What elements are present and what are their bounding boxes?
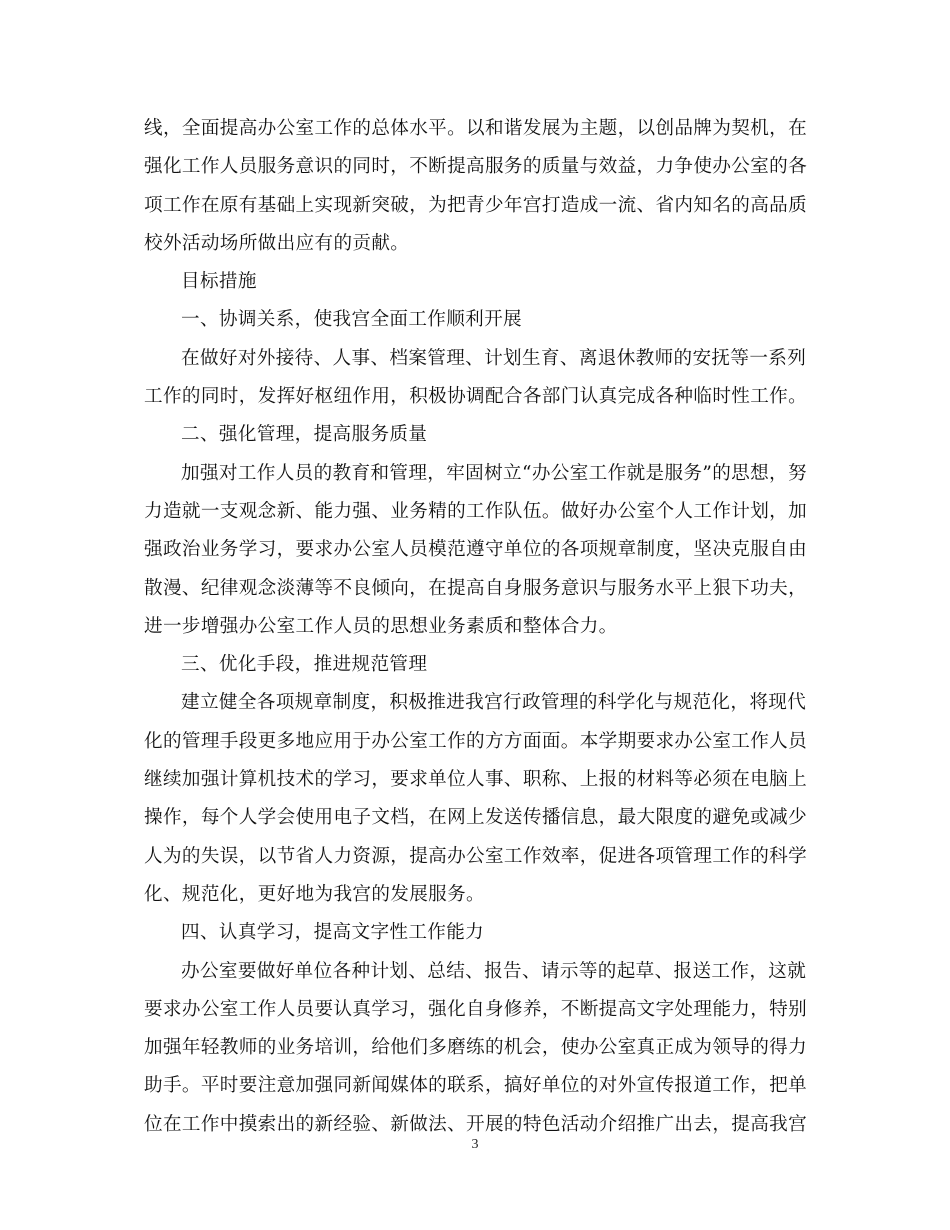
- text-line: 化的管理手段更多地应用于办公室工作的方方面面。本学期要求办公室工作人员: [144, 730, 808, 752]
- document-body: [144, 110, 814, 1144]
- text-line: 散漫、纪律观念淡薄等不良倾向，在提高自身服务意识与服务水平上狠下功夫，: [144, 577, 808, 599]
- text-line: 进一步增强办公室工作人员的思想业务素质和整体合力。: [144, 615, 618, 637]
- text-line: 加强对工作人员的教育和管理，牢固树立“办公室工作就是服务”的思想，努: [181, 462, 807, 484]
- text-line: 目标措施: [181, 271, 257, 293]
- text-line: 操作，每个人学会使用电子文档，在网上发送传播信息，最大限度的避免或减少: [144, 807, 808, 829]
- text-line: 工作的同时，发挥好枢纽作用，积极协调配合各部门认真完成各种临时性工作。: [144, 386, 808, 408]
- text-line: 二、强化管理，提高服务质量: [181, 424, 428, 446]
- text-line: 化、规范化，更好地为我宫的发展服务。: [144, 883, 485, 905]
- text-line: 助手。平时要注意加强同新闻媒体的联系，搞好单位的对外宣传报道工作，把单: [144, 1075, 808, 1097]
- text-line: 办公室要做好单位各种计划、总结、报告、请示等的起草、报送工作，这就: [181, 960, 807, 982]
- text-line: 四、认真学习，提高文字性工作能力: [181, 922, 485, 944]
- text-line: 要求办公室工作人员要认真学习，强化自身修养，不断提高文字处理能力，特别: [144, 998, 808, 1020]
- text-line: 三、优化手段，推进规范管理: [181, 654, 428, 676]
- text-line: 线，全面提高办公室工作的总体水平。以和谐发展为主题，以创品牌为契机，在: [144, 118, 808, 139]
- text-line: 强政治业务学习，要求办公室人员模范遵守单位的各项规章制度，坚决克服自由: [144, 539, 808, 561]
- text-line: 建立健全各项规章制度，积极推进我宫行政管理的科学化与规范化，将现代: [181, 692, 807, 714]
- text-line: 项工作在原有基础上实现新突破，为把青少年宫打造成一流、省内知名的高品质: [144, 194, 808, 216]
- text-line: 加强年轻教师的业务培训，给他们多磨练的机会，使办公室真正成为领导的得力: [144, 1037, 808, 1059]
- text-line: 位在工作中摸索出的新经验、新做法、开展的特色活动介绍推广出去，提高我宫: [144, 1113, 808, 1135]
- text-line: 力造就一支观念新、能力强、业务精的工作队伍。做好办公室个人工作计划，加: [144, 500, 808, 522]
- text-line: 人为的失误，以节省人力资源，提高办公室工作效率，促进各项管理工作的科学: [144, 845, 808, 867]
- text-line: 一、协调关系，使我宫全面工作顺利开展: [181, 309, 522, 331]
- text-line: 在做好对外接待、人事、档案管理、计划生育、离退休教师的安抚等一系列: [181, 347, 807, 369]
- text-line: 强化工作人员服务意识的同时，不断提高服务的质量与效益，力争使办公室的各: [144, 156, 808, 178]
- text-line: 校外活动场所做出应有的贡献。: [144, 232, 410, 254]
- text-line: 继续加强计算机技术的学习，要求单位人事、职称、上报的材料等必须在电脑上: [144, 769, 808, 791]
- page-number: 3: [471, 1137, 479, 1152]
